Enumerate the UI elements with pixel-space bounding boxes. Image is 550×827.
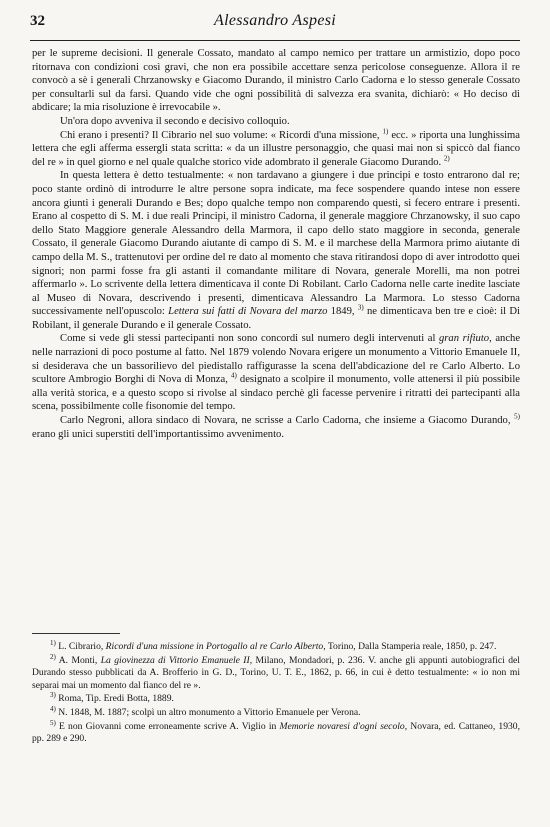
- emphasis: gran rifiuto: [439, 333, 490, 345]
- paragraph: Carlo Negroni, allora sindaco di Novara, ne scrisse a Carlo Cadorna, che insieme a Giacomo Durando, $^{5)}$ erano gli unici superstiti dell'importantissimo avvenimento.: [32, 412, 520, 440]
- body-text: [32, 47, 520, 441]
- footnote-ref[interactable]: 1): [382, 127, 389, 136]
- paragraph: per le supreme decisioni. Il generale Cossato, mandato al campo nemico per trattare un armistizio, dopo poco ritornava con condizioni così gravi, che non era possibile accettare senza pericolose conseguenze. Allora il re convocò a sè i generali Chrzanowsky e Giacomo Durando, il ministro Carlo Cadorna e lo stesso generale Cossato per consultarli sul da farsi. Quando vide che ogni possibilità di salvezza era svanita, dichiarò: « Ho deciso di abdicare; la mia risoluzione è irrevocabile ».: [32, 48, 520, 114]
- footnote: $^{1)}$ L. Cibrario, Ricordi d'una missione in Portogallo al re Carlo Alberto, Torino, Dalla Stamperia reale, 1850, p. 247.: [50, 638, 497, 652]
- footnote-separator: [32, 633, 120, 634]
- running-title: Alessandro Aspesi: [214, 12, 336, 29]
- paragraph: In questa lettera è detto testualmente: « non tardavano a giungere i due principi e tosto entrarono dal re; poco stante ordinò di introdurre le altre persone sopra indicate, ma fece sospendere quando intese non essere ancora giunti i generali Durando e Bes; dopo qualche tempo non comparendo questi, si fecero entrare i presenti. Erano al cospetto di S. M. i due reali Principi, il ministro Cadorna, il generale maggiore Chrzanowsky, il suo capo dello Stato Maggiore generale Alessandro della Marmora, il capo dello stato maggiore in seconda, generale Cossato, il generale Giacomo Durando aiutante di campo di S. M. e il marchese della Marmora primo aiutante di campo della M. S., trattenutovi per ordine del re dato al momento che stava ritirandosi dopo di aver introdotto quei signori; non parmi fosse fra gli astanti il comandante militare di Novara, generale Morelli, ma non potrei affermarlo ». Lo scrivente della lettera dimenticava il conte Di Robilant. Carlo Cadorna nelle carte inedite lasciate al Museo di Novara, descrivendo i presenti, dimenticava Alessandro La Marmora. Lo stesso Cadorna successivamente nell'opuscolo: Lettera sui fatti di Novara del marzo 1849, $^{3)}$ ne dimenticava ben tre e cioè: il Di Robilant, il generale Durando e il generale Cossato.: [32, 170, 520, 331]
- footnote-ref[interactable]: 2): [443, 154, 450, 163]
- paragraph: Un'ora dopo avveniva il secondo e decisivo colloquio.: [60, 115, 290, 127]
- page-number: 32: [30, 13, 45, 29]
- footnote: $^{5)}$ E non Giovanni come erroneamente scrive A. Viglio in Memorie novaresi d'ogni secolo, Novara, ed. Cattaneo, 1930, pp. 289 e 290.: [32, 718, 520, 745]
- paragraph: Chi erano i presenti? Il Cibrario nel suo volume: « Ricordi d'una missione, $^{1)}$ ecc. » riporta una lunghissima lettera che egli afferma essergli stata scritta: « da un illustre personaggio, che quasi mai non si spiccò dal fianco del re » in quel giorno e nel quale qualche storico vide adombrato il generale Giacomo Durando. $^{2)}$: [32, 127, 520, 168]
- footnote-ref[interactable]: 3): [357, 303, 364, 312]
- footnote-ref[interactable]: 4): [230, 371, 237, 380]
- footnote: $^{3)}$ Roma, Tip. Eredi Botta, 1889.: [50, 691, 174, 705]
- page-header: [30, 9, 520, 35]
- cited-title: Lettera sui fatti di Novara del marzo: [168, 306, 328, 318]
- footnote: $^{4)}$ N. 1848, M. 1887; scolpì un altro monumento a Vittorio Emanuele per Verona.: [50, 704, 361, 718]
- footnotes: [32, 638, 520, 747]
- footnote: $^{2)}$ A. Monti, La giovinezza di Vittorio Emanuele II, Milano, Mondadori, p. 236. V. anche gli appunti autobiografici del Durando stesso pubblicati da A. Brofferio in G. D., Torino, U. T. E., 1862, p. 66, in cui è detto testualmente: « io non mi separai mai un momento dal fianco del re ».: [32, 652, 520, 691]
- header-rule: [30, 40, 520, 41]
- paragraph: Come si vede gli stessi partecipanti non sono concordi sul numero degli intervenuti al gran rifiuto, anche nelle narrazioni di poco postume al fatto. Nel 1879 volendo Novara erigere un monumento a Vittorio Emanuele II, si desiderava che un bassorilievo del piedistallo raffigurasse la scena dell'abdicazione del re Carlo Alberto. Lo scultore Ambrogio Borghi di Nova di Monza, $^{4)}$ designato a scolpire il monumento, volle attenersi il più possibile alla verità storica, e a questo scopo si rivolse al sindaco perchè gli facesse pervenire i ritratti dei partecipanti alla scena, possibilmente colle fisonomie del tempo.: [32, 333, 521, 413]
- footnote-ref[interactable]: 5): [514, 412, 520, 421]
